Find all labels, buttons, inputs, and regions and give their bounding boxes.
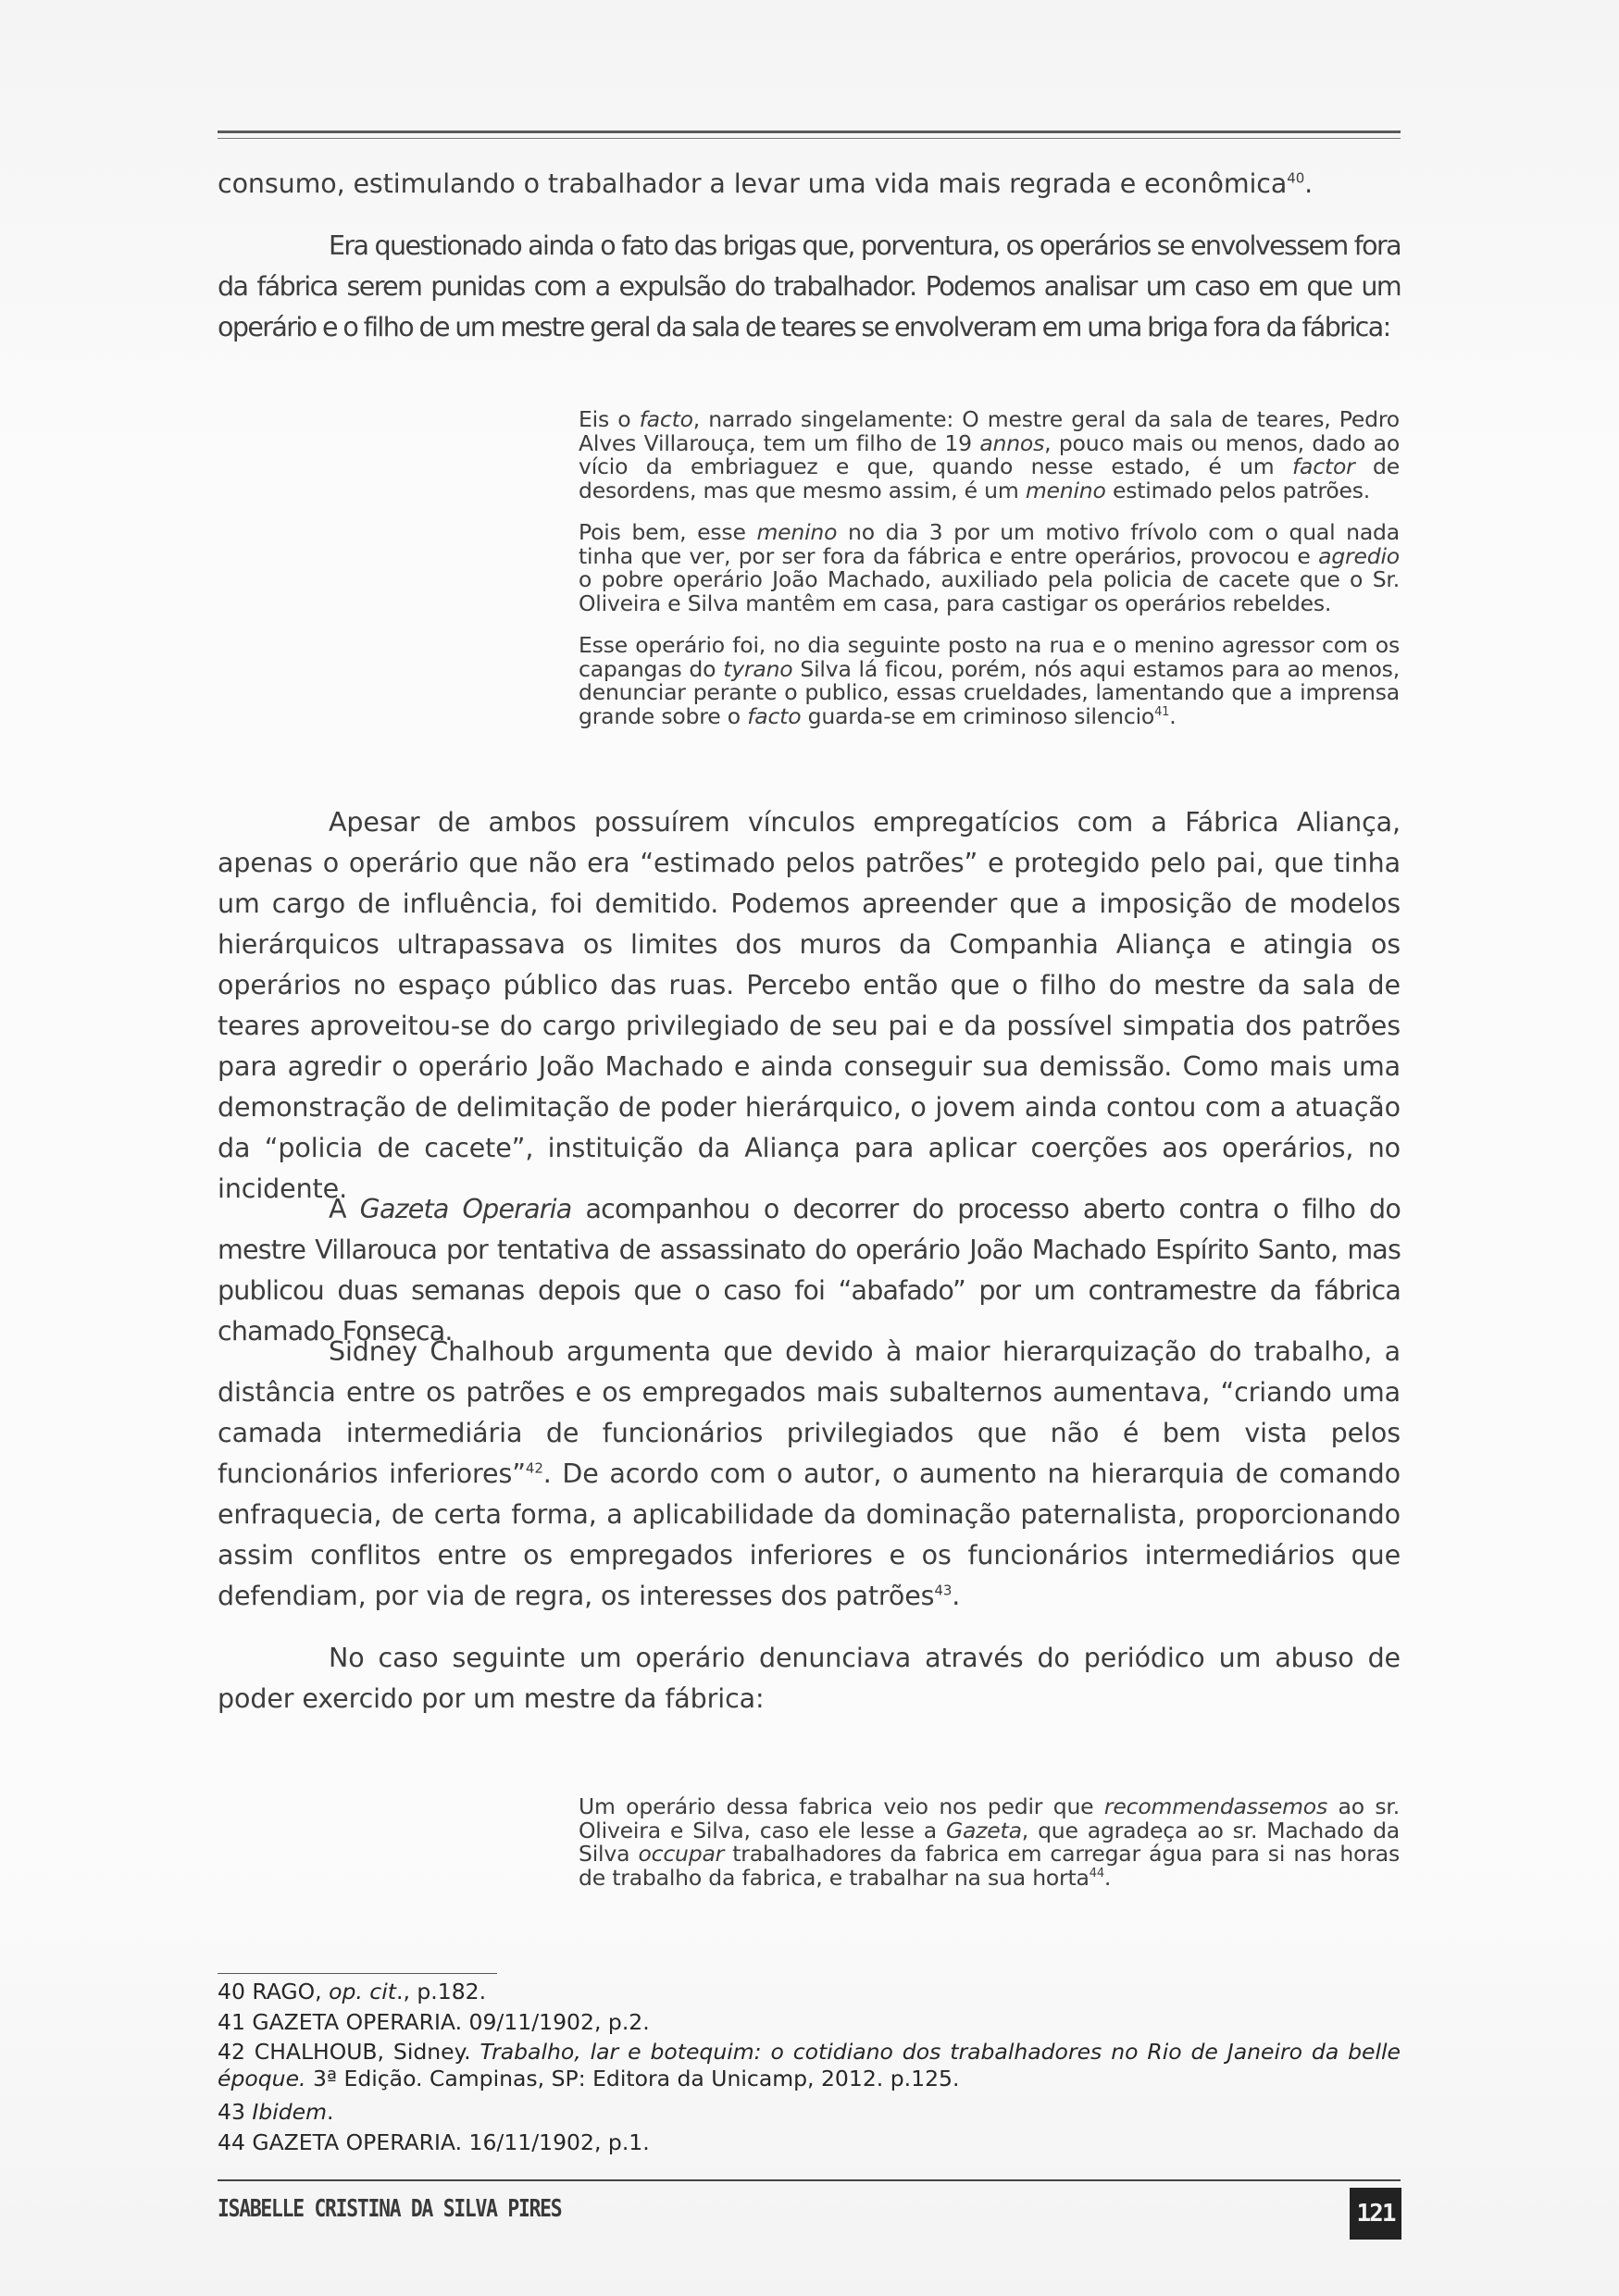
footnote-43: 43 Ibidem.	[218, 2099, 334, 2125]
paragraph-2: Apesar de ambos possuírem vínculos empregatícios com a Fábrica Aliança, apenas o operário que não era “estimado pelos patrões” e protegido pelo pai, que tinha um cargo de influência, foi demitido. Podemos apreender que a imposição de modelos hierárquicos ultrapassava os limites dos muros da Companhia Aliança e atingia os operários no espaço público das ruas. Percebo então que o filho do mestre da sala de teares aproveitou-se do cargo privilegiado de seu pai e da possível simpatia dos patrões para agredir o operário João Machado e ainda conseguir sua demissão. Como mais uma demonstração de delimitação de poder hierárquico, o jovem ainda contou com a atuação da “policia de cacete”, instituição da Aliança para aplicar coerções aos operários, no incidente.	[218, 807, 1401, 1204]
footnote-separator	[218, 1973, 497, 1974]
quote-2-paragraph: Um operário dessa fabrica veio nos pedir que recommendassemos ao sr. Oliveira e Silva, caso ele lesse a Gazeta, que agradeça ao sr. Machado da Silva occupar trabalhadores da fabrica em carregar água para si nas horas de trabalho da fabrica, e trabalhar na sua horta$^{44}$.	[579, 1793, 1401, 1891]
quote-1-paragraph-3: Esse operário foi, no dia seguinte posto na rua e o menino agressor com os capangas do tyrano Silva lá ficou, porém, nós aqui estamos para ao menos, denunciar perante o publico, essas crueldades, lamentando que a imprensa grande sobre o facto guarda-se em criminoso silencio$^{41}$.	[579, 632, 1400, 729]
footnote-41: 41 GAZETA OPERARIA. 09/11/1902, p.2.	[218, 2009, 650, 2035]
block-quote-2	[579, 1795, 1400, 1890]
footer-author: ISABELLE CRISTINA DA SILVA PIRES	[218, 2195, 562, 2223]
quote-1-paragraph-2: Pois bem, esse menino no dia 3 por um motivo frívolo com o qual nada tinha que ver, por ser fora da fábrica e entre operários, provocou e agredio o pobre operário João Machado, auxiliado pela policia de cacete que o Sr. Oliveira e Silva mantêm em casa, para castigar os operários rebeldes.	[579, 519, 1400, 616]
footnotes	[218, 1977, 1401, 2158]
footnote-42: 42 CHALHOUB, Sidney. Trabalho, lar e botequim: o cotidiano dos trabalhadores no Rio de Janeiro da belle époque. 3ª Edição. Campinas, SP: Editora da Unicamp, 2012. p.125.	[218, 2039, 1401, 2091]
footnote-ref-40[interactable]: 40	[1287, 169, 1305, 187]
paragraph-1: Era questionado ainda o fato das brigas que, porventura, os operários se envolvessem fora da fábrica serem punidas com a expulsão do trabalhador. Podemos analisar um caso em que um operário e o filho de um mestre geral da sala de teares se envolveram em uma briga fora da fábrica:	[218, 230, 1401, 342]
footnote-ref-43[interactable]: 43	[934, 1582, 953, 1599]
block-quote-1	[579, 408, 1400, 728]
paragraph-3: A Gazeta Operaria acompanhou o decorrer do processo aberto contra o filho do mestre Villarouca por tentativa de assassinato do operário João Machado Espírito Santo, mas publicou duas semanas depois que o caso foi “abafado” por um contramestre da fábrica chamado Fonseca.	[218, 1194, 1401, 1347]
paragraph-5: No caso seguinte um operário denunciava através do periódico um abuso de poder exercido por um mestre da fábrica:	[218, 1643, 1401, 1714]
page-number: 121	[1350, 2188, 1401, 2240]
header-rule-thin	[218, 138, 1401, 139]
quote-1-paragraph-1: Eis o facto, narrado singelamente: O mestre geral da sala de teares, Pedro Alves Villarouça, tem um filho de 19 annos, pouco mais ou menos, dado ao vício da embriaguez e que, quando nesse estado, é um factor de desordens, mas que mesmo assim, é um menino estimado pelos patrões.	[579, 406, 1401, 503]
paragraph-0: consumo, estimulando o trabalhador a levar uma vida mais regrada e econômica$^{40}$.	[218, 168, 1314, 199]
footnote-40: 40 RAGO, op. cit., p.182.	[218, 1979, 487, 2004]
footnote-44: 44 GAZETA OPERARIA. 16/11/1902, p.1.	[218, 2129, 650, 2155]
footnote-ref-44[interactable]: 44	[1089, 1866, 1104, 1880]
footer-rule	[218, 2179, 1401, 2181]
footnote-ref-41[interactable]: 41	[1154, 704, 1170, 719]
footnote-ref-42[interactable]: 42	[525, 1459, 543, 1477]
header-rule	[218, 130, 1401, 133]
paragraph-4: Sidney Chalhoub argumenta que devido à maior hierarquização do trabalho, a distância entre os patrões e os empregados mais subalternos aumentava, “criando uma camada intermediária de funcionários privilegiados que não é bem vista pelos funcionários inferiores”$^{42}$. De acordo com o autor, o aumento na hierarquia de comando enfraquecia, de certa forma, a aplicabilidade da dominação paternalista, proporcionando assim conflitos entre os empregados inferiores e os funcionários intermediários que defendiam, por via de regra, os interesses dos patrões$^{43}$.	[218, 1336, 1401, 1611]
